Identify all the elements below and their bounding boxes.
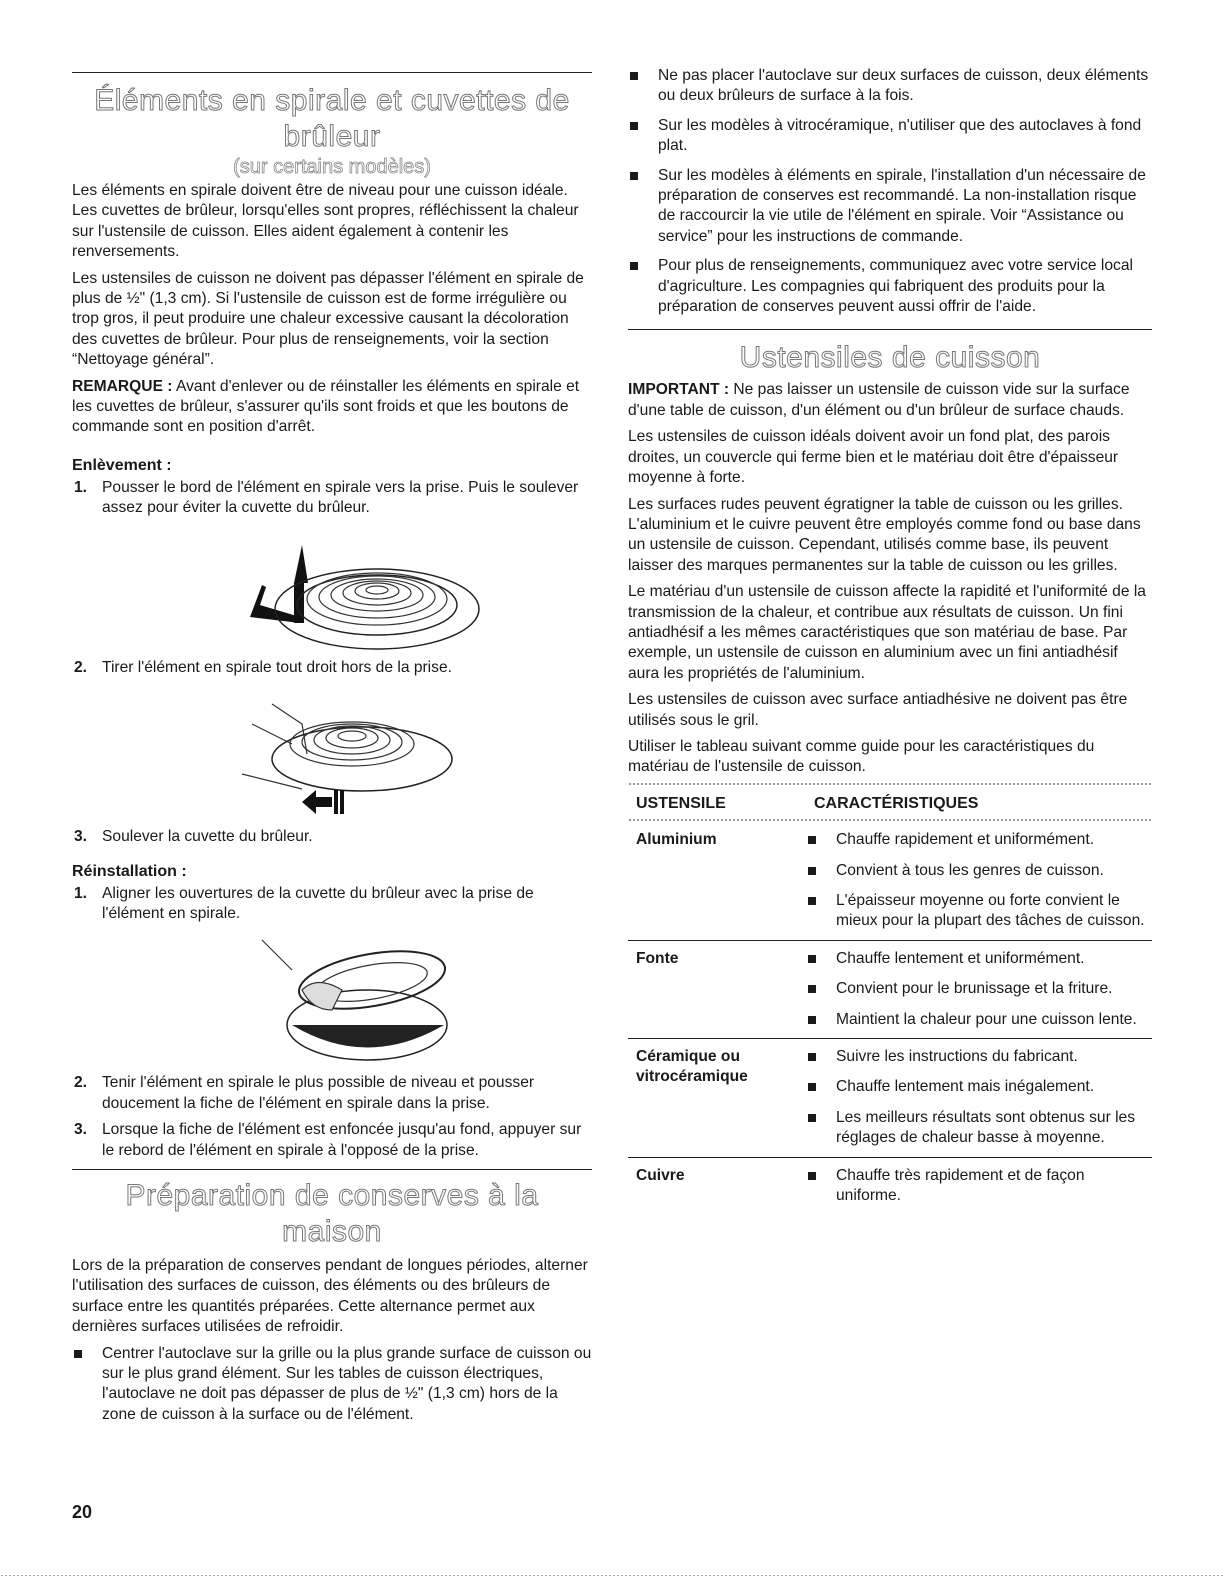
section-rule xyxy=(72,1169,592,1170)
list-item: Centrer l'autoclave sur la grille ou la plus grande surface de cuisson ou sur le plus grand élément. Sur les tables de cuisson électriques, l'autoclave ne doit pas dépasser de plus de ½" (1,3 cm) hors de la zone de cuisson à la surface ou de l'élément. xyxy=(72,1344,592,1426)
table-row xyxy=(628,1157,1152,1214)
list-item xyxy=(72,658,592,678)
section-title-cookware: Ustensiles de cuisson xyxy=(739,341,1041,375)
list-item: Convient à tous les genres de cuisson. xyxy=(806,861,1152,881)
step-number: 1. xyxy=(74,478,88,496)
table-header-row xyxy=(628,792,1152,814)
reinstall-steps xyxy=(72,884,592,925)
list-item: Chauffe lentement mais inégalement. xyxy=(806,1077,1152,1097)
reinstall-heading: Réinstallation : xyxy=(72,862,187,880)
material-cell: Céramique ou vitrocéramique xyxy=(628,1039,806,1158)
step-number: 2. xyxy=(74,1074,88,1092)
material-cell: Cuivre xyxy=(636,1166,685,1184)
page-number: 20 xyxy=(72,1502,93,1522)
paragraph: Les ustensiles de cuisson ne doivent pas dépasser l'élément en spirale de plus de ½" (1,3 cm). Si l'ustensile de cuisson est de forme irrégulière ou trop gros, il peut produire une chaleur excessive causant la décoloration des cuvettes de brûleur. Pour plus de renseignements, voir la section “Nettoyage général”. xyxy=(72,269,584,369)
removal-steps xyxy=(72,478,592,519)
list-item xyxy=(72,1073,592,1114)
left-column xyxy=(72,60,592,1434)
list-item xyxy=(72,478,592,519)
list-item: Chauffe lentement et uniformément. xyxy=(806,949,1152,969)
important-paragraph xyxy=(628,380,1152,421)
table-top-border xyxy=(628,782,1152,786)
note-text: Avant d'enlever ou de réinstaller les éléments en spirale et les cuvettes de brûleur, s'assurer qu'ils sont froids et que les boutons de commande sont en position d'arrêt. xyxy=(72,377,580,436)
paragraph: Le matériau d'un ustensile de cuisson affecte la rapidité et l'uniformité de la transmission de la chaleur, et contribue aux résultats de cuisson. Un fini antiadhésif a les mêmes caractéristiques que son matériau de base. Par exemple, un ustensile de cuisson en aluminium avec un fini antiadhésif aura les propriétés de l'aluminium. xyxy=(628,583,1146,682)
section-rule xyxy=(72,72,592,73)
step-number: 3. xyxy=(74,1121,88,1139)
list-item: Pour plus de renseignements, communiquez avec votre service local d'agriculture. Les compagnies qui fabriquent des produits pour la préparation de conserves peuvent aussi offrir de l'aide. xyxy=(628,256,1152,317)
figure-align-pan xyxy=(72,930,592,1065)
list-item: Les meilleurs résultats sont obtenus sur les réglages de chaleur basse à moyenne. xyxy=(806,1108,1152,1149)
reinstall-steps-cont xyxy=(72,1073,592,1161)
step-number: 3. xyxy=(74,828,88,846)
section-title-canning: Préparation de conserves à la maison xyxy=(125,1178,539,1248)
section-subtitle: (sur certains modèles) xyxy=(233,156,431,178)
table-header-material: USTENSILE xyxy=(636,794,726,812)
list-item xyxy=(72,827,592,847)
step-text: Soulever la cuvette du brûleur. xyxy=(102,828,313,846)
list-item: Convient pour le brunissage et la friture. xyxy=(806,979,1152,999)
list-item: Chauffe rapidement et uniformément. xyxy=(806,830,1152,850)
removal-steps-cont xyxy=(72,658,592,678)
step-text: Lorsque la fiche de l'élément est enfoncée jusqu'au fond, appuyer sur le rebord de l'élément en spirale à l'opposé de la prise. xyxy=(102,1121,582,1159)
paragraph: Les éléments en spirale doivent être de niveau pour une cuisson idéale. Les cuvettes de brûleur, lorsqu'elles sont propres, réfléchissent la chaleur sur l'ustensile de cuisson. Elles aident également à contenir les renversements. xyxy=(72,182,579,261)
coil-element-illustration xyxy=(182,525,482,650)
page-bottom-edge xyxy=(0,1574,1225,1577)
step-text: Tenir l'élément en spirale le plus possible de niveau et pousser doucement la fiche de l'élément en spirale dans la prise. xyxy=(102,1074,535,1112)
step-number: 2. xyxy=(74,658,88,676)
list-item: Chauffe très rapidement et de façon uniforme. xyxy=(806,1166,1152,1207)
note-paragraph xyxy=(72,377,592,438)
canning-bullets-cont xyxy=(628,66,1152,317)
removal-heading: Enlèvement : xyxy=(72,456,172,474)
characteristics-cell xyxy=(806,1157,1152,1214)
paragraph: Lors de la préparation de conserves pendant de longues périodes, alterner l'utilisation des surfaces de cuisson, des éléments ou des brûleurs de surface entre les quantités préparées. Cette alternance permet aux dernières surfaces utilisées de refroidir. xyxy=(72,1256,588,1336)
figure-pull-coil xyxy=(72,684,592,819)
section-title-coil-elements: Éléments en spirale et cuvettes de brûleur xyxy=(94,84,570,153)
burner-pan-illustration xyxy=(182,930,482,1065)
section-rule xyxy=(628,329,1152,330)
characteristics-cell xyxy=(806,1039,1152,1158)
figure-push-coil xyxy=(72,525,592,650)
table-row xyxy=(628,1039,1152,1158)
step-text: Tirer l'élément en spirale tout droit hors de la prise. xyxy=(102,658,452,676)
paragraph: Utiliser le tableau suivant comme guide pour les caractéristiques du matériau de l'ustensile de cuisson. xyxy=(628,737,1095,776)
list-item xyxy=(72,1120,592,1161)
important-label: IMPORTANT : xyxy=(628,381,730,399)
cookware-table xyxy=(628,792,1152,1215)
material-cell: Aluminium xyxy=(628,822,806,940)
table-header-characteristics: CARACTÉRISTIQUES xyxy=(814,794,979,812)
paragraph: Les ustensiles de cuisson avec surface antiadhésive ne doivent pas être utilisés sous le gril. xyxy=(628,691,1128,729)
list-item: Suivre les instructions du fabricant. xyxy=(806,1047,1152,1067)
canning-bullets xyxy=(72,1344,592,1426)
list-item xyxy=(72,884,592,925)
paragraph: Les ustensiles de cuisson idéals doivent avoir un fond plat, des parois droites, un couvercle qui ferme bien et le matériau doit être d'épaisseur moyenne à forte. xyxy=(628,428,1119,487)
coil-pull-illustration xyxy=(182,684,482,819)
list-item: Maintient la chaleur pour une cuisson lente. xyxy=(806,1010,1152,1030)
material-cell: Fonte xyxy=(628,940,806,1038)
important-text: Ne pas laisser un ustensile de cuisson vide sur la surface d'une table de cuisson, d'un élément ou d'un brûleur de surface chauds. xyxy=(628,381,1130,419)
characteristics-cell xyxy=(806,940,1152,1038)
list-item: L'épaisseur moyenne ou forte convient le mieux pour la plupart des tâches de cuisson. xyxy=(806,891,1152,932)
list-item: Sur les modèles à vitrocéramique, n'utiliser que des autoclaves à fond plat. xyxy=(628,116,1152,157)
list-item: Sur les modèles à éléments en spirale, l'installation d'un nécessaire de préparation de conserves est recommandé. La non-installation risque de raccourcir la vie utile de l'élément en spirale. Voir “Assistance ou service” pour les instructions de commande. xyxy=(628,166,1152,248)
step-text: Aligner les ouvertures de la cuvette du brûleur avec la prise de l'élément en spirale. xyxy=(102,884,534,922)
step-number: 1. xyxy=(74,884,88,902)
paragraph: Les surfaces rudes peuvent égratigner la table de cuisson ou les grilles. L'aluminium et le cuivre peuvent être employés comme fond ou base dans un ustensile de cuisson. Cependant, utilisés comme base, ils peuvent laisser des marques permanentes sur la table de cuisson ou les grilles. xyxy=(628,495,1141,574)
table-row xyxy=(628,822,1152,940)
step-text: Pousser le bord de l'élément en spirale vers la prise. Puis le soulever assez pour éviter la cuvette du brûleur. xyxy=(102,478,579,517)
table-row xyxy=(628,940,1152,1038)
removal-steps-cont2 xyxy=(72,827,592,847)
right-column xyxy=(628,66,1152,1214)
note-label: REMARQUE : xyxy=(72,377,173,395)
list-item: Ne pas placer l'autoclave sur deux surfaces de cuisson, deux éléments ou deux brûleurs de surface à la fois. xyxy=(628,66,1152,107)
characteristics-cell xyxy=(806,822,1152,940)
